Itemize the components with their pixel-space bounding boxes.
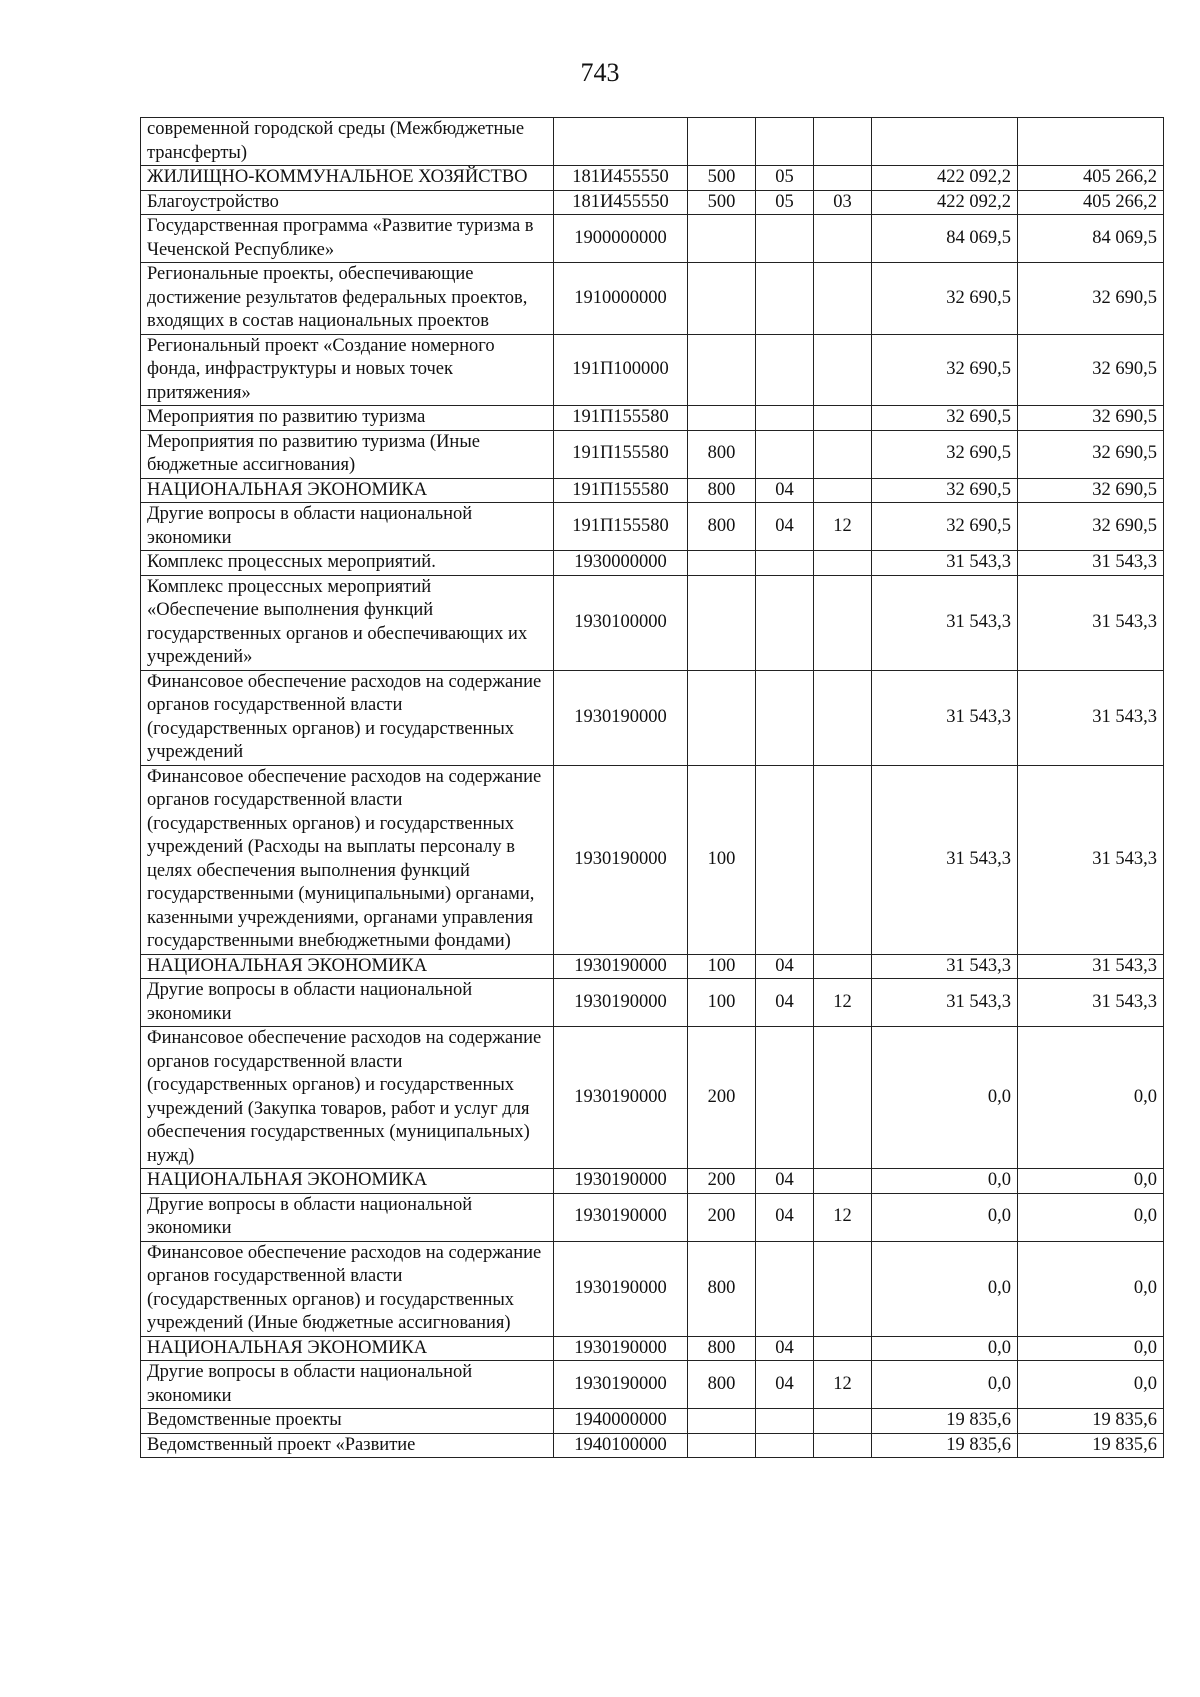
amount-year-2: [1018, 118, 1164, 166]
row-name: НАЦИОНАЛЬНАЯ ЭКОНОМИКА: [141, 954, 554, 979]
target-article-code: 1940100000: [554, 1433, 688, 1458]
subsection-code: [814, 1433, 872, 1458]
amount-year-2: 405 266,2: [1018, 190, 1164, 215]
budget-table: [140, 117, 1164, 1458]
target-article-code: 181И455550: [554, 166, 688, 191]
section-code: [756, 334, 814, 406]
amount-year-1: 0,0: [872, 1336, 1018, 1361]
subsection-code: [814, 1336, 872, 1361]
subsection-code: [814, 1027, 872, 1169]
table-row: [141, 1409, 1164, 1434]
amount-year-2: 31 543,3: [1018, 551, 1164, 576]
target-article-code: 191П100000: [554, 334, 688, 406]
expense-type-code: 200: [688, 1169, 756, 1194]
section-code: 04: [756, 1169, 814, 1194]
row-name: НАЦИОНАЛЬНАЯ ЭКОНОМИКА: [141, 1336, 554, 1361]
section-code: [756, 575, 814, 670]
expense-type-code: [688, 551, 756, 576]
expense-type-code: 800: [688, 1241, 756, 1336]
amount-year-2: 31 543,3: [1018, 575, 1164, 670]
row-name: Мероприятия по развитию туризма: [141, 406, 554, 431]
section-code: [756, 1241, 814, 1336]
row-name: Другие вопросы в области национальной экономики: [141, 1361, 554, 1409]
section-code: [756, 118, 814, 166]
section-code: [756, 670, 814, 765]
section-code: 04: [756, 954, 814, 979]
row-name: Финансовое обеспечение расходов на содержание органов государственной власти (государственных органов) и государственных учреждений: [141, 670, 554, 765]
subsection-code: [814, 334, 872, 406]
section-code: 04: [756, 1193, 814, 1241]
amount-year-1: 32 690,5: [872, 478, 1018, 503]
section-code: [756, 215, 814, 263]
amount-year-2: 32 690,5: [1018, 406, 1164, 431]
subsection-code: [814, 166, 872, 191]
expense-type-code: [688, 118, 756, 166]
subsection-code: [814, 406, 872, 431]
table-row: [141, 954, 1164, 979]
amount-year-2: 31 543,3: [1018, 954, 1164, 979]
amount-year-1: 31 543,3: [872, 575, 1018, 670]
table-row: [141, 670, 1164, 765]
target-article-code: 1930190000: [554, 1361, 688, 1409]
amount-year-1: 32 690,5: [872, 263, 1018, 335]
amount-year-2: 31 543,3: [1018, 765, 1164, 954]
table-row: [141, 263, 1164, 335]
expense-type-code: 800: [688, 503, 756, 551]
row-name: ЖИЛИЩНО-КОММУНАЛЬНОЕ ХОЗЯЙСТВО: [141, 166, 554, 191]
table-row: [141, 406, 1164, 431]
amount-year-1: 0,0: [872, 1027, 1018, 1169]
table-row: [141, 503, 1164, 551]
row-name: НАЦИОНАЛЬНАЯ ЭКОНОМИКА: [141, 1169, 554, 1194]
row-name: Финансовое обеспечение расходов на содержание органов государственной власти (государственных органов) и государственных учреждений (Иные бюджетные ассигнования): [141, 1241, 554, 1336]
amount-year-1: 0,0: [872, 1361, 1018, 1409]
target-article-code: 1930190000: [554, 1169, 688, 1194]
row-name: Региональный проект «Создание номерного фонда, инфраструктуры и новых точек притяжения»: [141, 334, 554, 406]
amount-year-2: 32 690,5: [1018, 263, 1164, 335]
expense-type-code: 800: [688, 1361, 756, 1409]
amount-year-1: 19 835,6: [872, 1433, 1018, 1458]
row-name: Комплекс процессных мероприятий «Обеспечение выполнения функций государственных органов и обеспечивающих их учреждений»: [141, 575, 554, 670]
expense-type-code: [688, 670, 756, 765]
table-row: [141, 190, 1164, 215]
row-name: Региональные проекты, обеспечивающие достижение результатов федеральных проектов, входящих в состав национальных проектов: [141, 263, 554, 335]
subsection-code: [814, 1241, 872, 1336]
table-row: [141, 118, 1164, 166]
target-article-code: 1930190000: [554, 1336, 688, 1361]
subsection-code: 12: [814, 979, 872, 1027]
subsection-code: [814, 954, 872, 979]
section-code: [756, 765, 814, 954]
amount-year-1: 31 543,3: [872, 954, 1018, 979]
section-code: [756, 1027, 814, 1169]
page-number: 743: [580, 58, 620, 87]
target-article-code: 1930190000: [554, 954, 688, 979]
section-code: 04: [756, 1336, 814, 1361]
section-code: [756, 1433, 814, 1458]
amount-year-1: 32 690,5: [872, 503, 1018, 551]
section-code: 04: [756, 503, 814, 551]
amount-year-2: 0,0: [1018, 1169, 1164, 1194]
amount-year-1: 0,0: [872, 1241, 1018, 1336]
table-row: [141, 575, 1164, 670]
row-name: Финансовое обеспечение расходов на содержание органов государственной власти (государственных органов) и государственных учреждений (Расходы на выплаты персоналу в целях обеспечения выполнения функций государственными (муниципальными) органами, казенными учреждениями, органами управления государственными внебюджетными фондами): [141, 765, 554, 954]
expense-type-code: 500: [688, 190, 756, 215]
target-article-code: 1930190000: [554, 979, 688, 1027]
amount-year-1: [872, 118, 1018, 166]
row-name: Другие вопросы в области национальной экономики: [141, 1193, 554, 1241]
expense-type-code: 100: [688, 954, 756, 979]
table-row: [141, 1433, 1164, 1458]
target-article-code: 1910000000: [554, 263, 688, 335]
table-row: [141, 166, 1164, 191]
row-name: Ведомственный проект «Развитие: [141, 1433, 554, 1458]
expense-type-code: 800: [688, 430, 756, 478]
expense-type-code: [688, 215, 756, 263]
row-name: современной городской среды (Межбюджетные трансферты): [141, 118, 554, 166]
amount-year-1: 0,0: [872, 1193, 1018, 1241]
amount-year-1: 31 543,3: [872, 670, 1018, 765]
expense-type-code: [688, 406, 756, 431]
section-code: [756, 430, 814, 478]
amount-year-1: 19 835,6: [872, 1409, 1018, 1434]
row-name: НАЦИОНАЛЬНАЯ ЭКОНОМИКА: [141, 478, 554, 503]
target-article-code: 191П155580: [554, 503, 688, 551]
subsection-code: [814, 551, 872, 576]
amount-year-2: 19 835,6: [1018, 1409, 1164, 1434]
table-row: [141, 1336, 1164, 1361]
expense-type-code: [688, 263, 756, 335]
row-name: Благоустройство: [141, 190, 554, 215]
amount-year-2: 0,0: [1018, 1193, 1164, 1241]
amount-year-2: 0,0: [1018, 1361, 1164, 1409]
target-article-code: [554, 118, 688, 166]
target-article-code: 1930000000: [554, 551, 688, 576]
amount-year-2: 31 543,3: [1018, 670, 1164, 765]
table-row: [141, 430, 1164, 478]
subsection-code: [814, 765, 872, 954]
subsection-code: 12: [814, 503, 872, 551]
table-row: [141, 1027, 1164, 1169]
expense-type-code: 200: [688, 1193, 756, 1241]
target-article-code: 1930190000: [554, 765, 688, 954]
subsection-code: [814, 215, 872, 263]
amount-year-1: 422 092,2: [872, 166, 1018, 191]
target-article-code: 1930190000: [554, 1193, 688, 1241]
amount-year-2: 84 069,5: [1018, 215, 1164, 263]
table-row: [141, 1361, 1164, 1409]
section-code: 04: [756, 478, 814, 503]
section-code: 05: [756, 190, 814, 215]
subsection-code: [814, 575, 872, 670]
target-article-code: 191П155580: [554, 478, 688, 503]
target-article-code: 1930190000: [554, 1027, 688, 1169]
subsection-code: 12: [814, 1193, 872, 1241]
section-code: 05: [756, 166, 814, 191]
target-article-code: 191П155580: [554, 406, 688, 431]
amount-year-1: 31 543,3: [872, 979, 1018, 1027]
target-article-code: 1930190000: [554, 1241, 688, 1336]
target-article-code: 1930100000: [554, 575, 688, 670]
amount-year-2: 19 835,6: [1018, 1433, 1164, 1458]
expense-type-code: [688, 1433, 756, 1458]
subsection-code: [814, 1169, 872, 1194]
target-article-code: 181И455550: [554, 190, 688, 215]
row-name: Другие вопросы в области национальной экономики: [141, 503, 554, 551]
section-code: [756, 1409, 814, 1434]
section-code: 04: [756, 979, 814, 1027]
expense-type-code: 500: [688, 166, 756, 191]
expense-type-code: 100: [688, 765, 756, 954]
amount-year-1: 31 543,3: [872, 765, 1018, 954]
table-row: [141, 979, 1164, 1027]
amount-year-1: 32 690,5: [872, 406, 1018, 431]
table-row: [141, 1241, 1164, 1336]
amount-year-2: 32 690,5: [1018, 430, 1164, 478]
amount-year-2: 31 543,3: [1018, 979, 1164, 1027]
subsection-code: 03: [814, 190, 872, 215]
target-article-code: 1930190000: [554, 670, 688, 765]
table-row: [141, 1169, 1164, 1194]
row-name: Ведомственные проекты: [141, 1409, 554, 1434]
amount-year-2: 405 266,2: [1018, 166, 1164, 191]
table-row: [141, 215, 1164, 263]
amount-year-1: 84 069,5: [872, 215, 1018, 263]
expense-type-code: 800: [688, 478, 756, 503]
subsection-code: [814, 478, 872, 503]
section-code: [756, 406, 814, 431]
table-row: [141, 1193, 1164, 1241]
amount-year-2: 32 690,5: [1018, 334, 1164, 406]
expense-type-code: 200: [688, 1027, 756, 1169]
row-name: Мероприятия по развитию туризма (Иные бюджетные ассигнования): [141, 430, 554, 478]
subsection-code: [814, 118, 872, 166]
amount-year-1: 31 543,3: [872, 551, 1018, 576]
table-row: [141, 551, 1164, 576]
subsection-code: [814, 430, 872, 478]
section-code: [756, 263, 814, 335]
amount-year-1: 32 690,5: [872, 430, 1018, 478]
section-code: [756, 551, 814, 576]
expense-type-code: [688, 575, 756, 670]
table-row: [141, 334, 1164, 406]
amount-year-2: 0,0: [1018, 1241, 1164, 1336]
amount-year-2: 0,0: [1018, 1336, 1164, 1361]
amount-year-2: 32 690,5: [1018, 478, 1164, 503]
target-article-code: 1940000000: [554, 1409, 688, 1434]
subsection-code: 12: [814, 1361, 872, 1409]
amount-year-1: 0,0: [872, 1169, 1018, 1194]
amount-year-1: 32 690,5: [872, 334, 1018, 406]
expense-type-code: 800: [688, 1336, 756, 1361]
amount-year-1: 422 092,2: [872, 190, 1018, 215]
table-row: [141, 765, 1164, 954]
subsection-code: [814, 670, 872, 765]
amount-year-2: 32 690,5: [1018, 503, 1164, 551]
table-body: [141, 118, 1164, 1458]
section-code: 04: [756, 1361, 814, 1409]
expense-type-code: [688, 1409, 756, 1434]
row-name: Государственная программа «Развитие туризма в Чеченской Республике»: [141, 215, 554, 263]
subsection-code: [814, 1409, 872, 1434]
target-article-code: 191П155580: [554, 430, 688, 478]
table-row: [141, 478, 1164, 503]
row-name: Другие вопросы в области национальной экономики: [141, 979, 554, 1027]
expense-type-code: 100: [688, 979, 756, 1027]
row-name: Комплекс процессных мероприятий.: [141, 551, 554, 576]
target-article-code: 1900000000: [554, 215, 688, 263]
amount-year-2: 0,0: [1018, 1027, 1164, 1169]
row-name: Финансовое обеспечение расходов на содержание органов государственной власти (государственных органов) и государственных учреждений (Закупка товаров, работ и услуг для обеспечения государственных (муниципальных) нужд): [141, 1027, 554, 1169]
subsection-code: [814, 263, 872, 335]
expense-type-code: [688, 334, 756, 406]
